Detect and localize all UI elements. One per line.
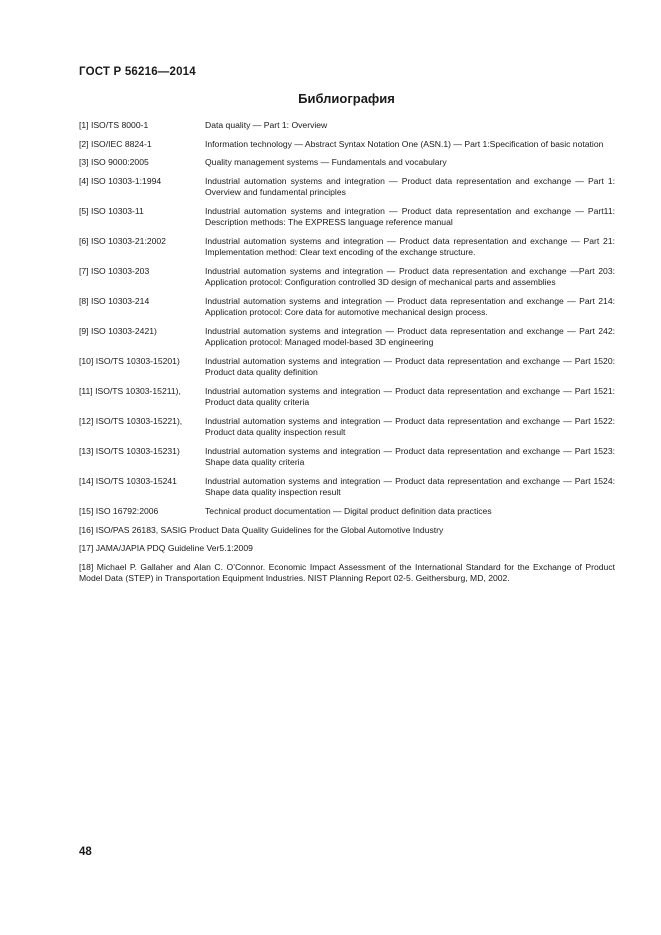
- bib-text: Industrial automation systems and integration — Product data representation and exchange — Part 1521: Product data quality criteria: [205, 385, 615, 408]
- bib-ref: [15] ISO 16792:2006: [79, 505, 159, 516]
- bib-text: Industrial automation systems and integration — Product data representation and exchange — Part 1520: Product data quality definition: [205, 355, 615, 378]
- bib-ref: [10] ISO/TS 10303-15201): [79, 355, 180, 366]
- bib-entry: [79, 525, 615, 536]
- bib-text: Quality management systems — Fundamentals and vocabulary: [205, 157, 447, 168]
- bib-text: [16] ISO/PAS 26183, SASIG Product Data Quality Guidelines for the Global Automotive Industry: [79, 524, 444, 535]
- bib-ref: [4] ISO 10303-1:1994: [79, 176, 162, 187]
- bib-text: Industrial automation systems and integration — Product data representation and exchange — Part 21: Implementation method: Clear text encoding of the exchange structure.: [205, 236, 615, 258]
- bib-text: Industrial automation systems and integration — Product data representation and exchange — Part 242: Application protocol: Managed model-based 3D engineering: [205, 325, 615, 348]
- bib-ref: [5] ISO 10303-11: [79, 206, 144, 217]
- bib-entry: [79, 476, 615, 499]
- bib-text: Industrial automation systems and integration — Product data representation and exchange — Part 1522: Product data quality inspection result: [205, 415, 615, 438]
- bib-ref: [12] ISO/TS 10303-15221),: [79, 415, 183, 426]
- bib-ref: [11] ISO/TS 10303-15211),: [79, 385, 181, 396]
- bib-text: [17] JAMA/JAPIA PDQ Guideline Ver5.1:2009: [79, 543, 253, 554]
- bib-entry: [79, 543, 615, 554]
- bibliography-list: [79, 120, 615, 592]
- bib-ref: [9] ISO 10303-2421): [79, 325, 157, 336]
- bib-text: Industrial automation systems and integration — Product data representation and exchange — Part11: Description methods: The EXPRESS language reference manual: [205, 206, 615, 228]
- bib-entry: [79, 416, 615, 439]
- bib-text: Technical product documentation — Digital product definition data practices: [205, 505, 492, 516]
- bib-entry: [79, 176, 615, 199]
- bib-ref: [3] ISO 9000:2005: [79, 157, 149, 168]
- bib-text: Information technology — Abstract Syntax Notation One (ASN.1) — Part 1:Specification of basic notation: [205, 138, 604, 149]
- bib-entry: [79, 506, 615, 517]
- bib-ref: [7] ISO 10303-203: [79, 266, 150, 277]
- bib-ref: [6] ISO 10303-21:2002: [79, 236, 166, 247]
- bib-entry: [79, 266, 615, 289]
- bib-text: Industrial automation systems and integration — Product data representation and exchange — Part 1: Overview and fundamental principles: [205, 176, 615, 198]
- bib-entry: [79, 356, 615, 379]
- bib-entry: [79, 446, 615, 469]
- bib-text: [18] Michael P. Gallaher and Alan C. O’Connor. Economic Impact Assessment of the International Standard for the Exchange of Product Model Data (STEP) in Transportation Equipment Industries. NIST Planning Report 02-5. Geithersburg, MD, 2002.: [79, 561, 615, 584]
- page-number: 48: [79, 846, 92, 858]
- bib-ref: [1] ISO/TS 8000-1: [79, 120, 149, 130]
- page-title: Библиография: [298, 91, 395, 106]
- bib-text: Industrial automation systems and integration — Product data representation and exchange — Part 1523: Shape data quality criteria: [205, 445, 615, 468]
- bib-text: Industrial automation systems and integration — Product data representation and exchange — Part 1524: Shape data quality inspection result: [205, 475, 615, 498]
- bib-text: Industrial automation systems and integration — Product data representation and exchange —Part 203: Application protocol: Configuration controlled 3D design of mechanical parts and assemblies: [205, 266, 615, 288]
- bib-ref: [2] ISO/IEC 8824-1: [79, 138, 152, 149]
- bib-entry: [79, 326, 615, 349]
- bib-ref: [8] ISO 10303-214: [79, 296, 150, 306]
- bib-entry: [79, 236, 615, 259]
- document-header: ГОСТ Р 56216—2014: [79, 66, 196, 78]
- bib-entry: [79, 386, 615, 409]
- bib-entry: [79, 120, 615, 131]
- bib-entry: [79, 157, 615, 168]
- bib-entry: [79, 206, 615, 229]
- bib-ref: [14] ISO/TS 10303-15241: [79, 475, 177, 486]
- bib-text: Data quality — Part 1: Overview: [205, 120, 328, 130]
- bib-text: Industrial automation systems and integration — Product data representation and exchange — Part 214: Application protocol: Core data for automotive mechanical design process.: [205, 296, 615, 318]
- bib-entry: [79, 562, 615, 585]
- bib-entry: [79, 139, 615, 150]
- bib-entry: [79, 296, 615, 319]
- bib-ref: [13] ISO/TS 10303-15231): [79, 445, 180, 456]
